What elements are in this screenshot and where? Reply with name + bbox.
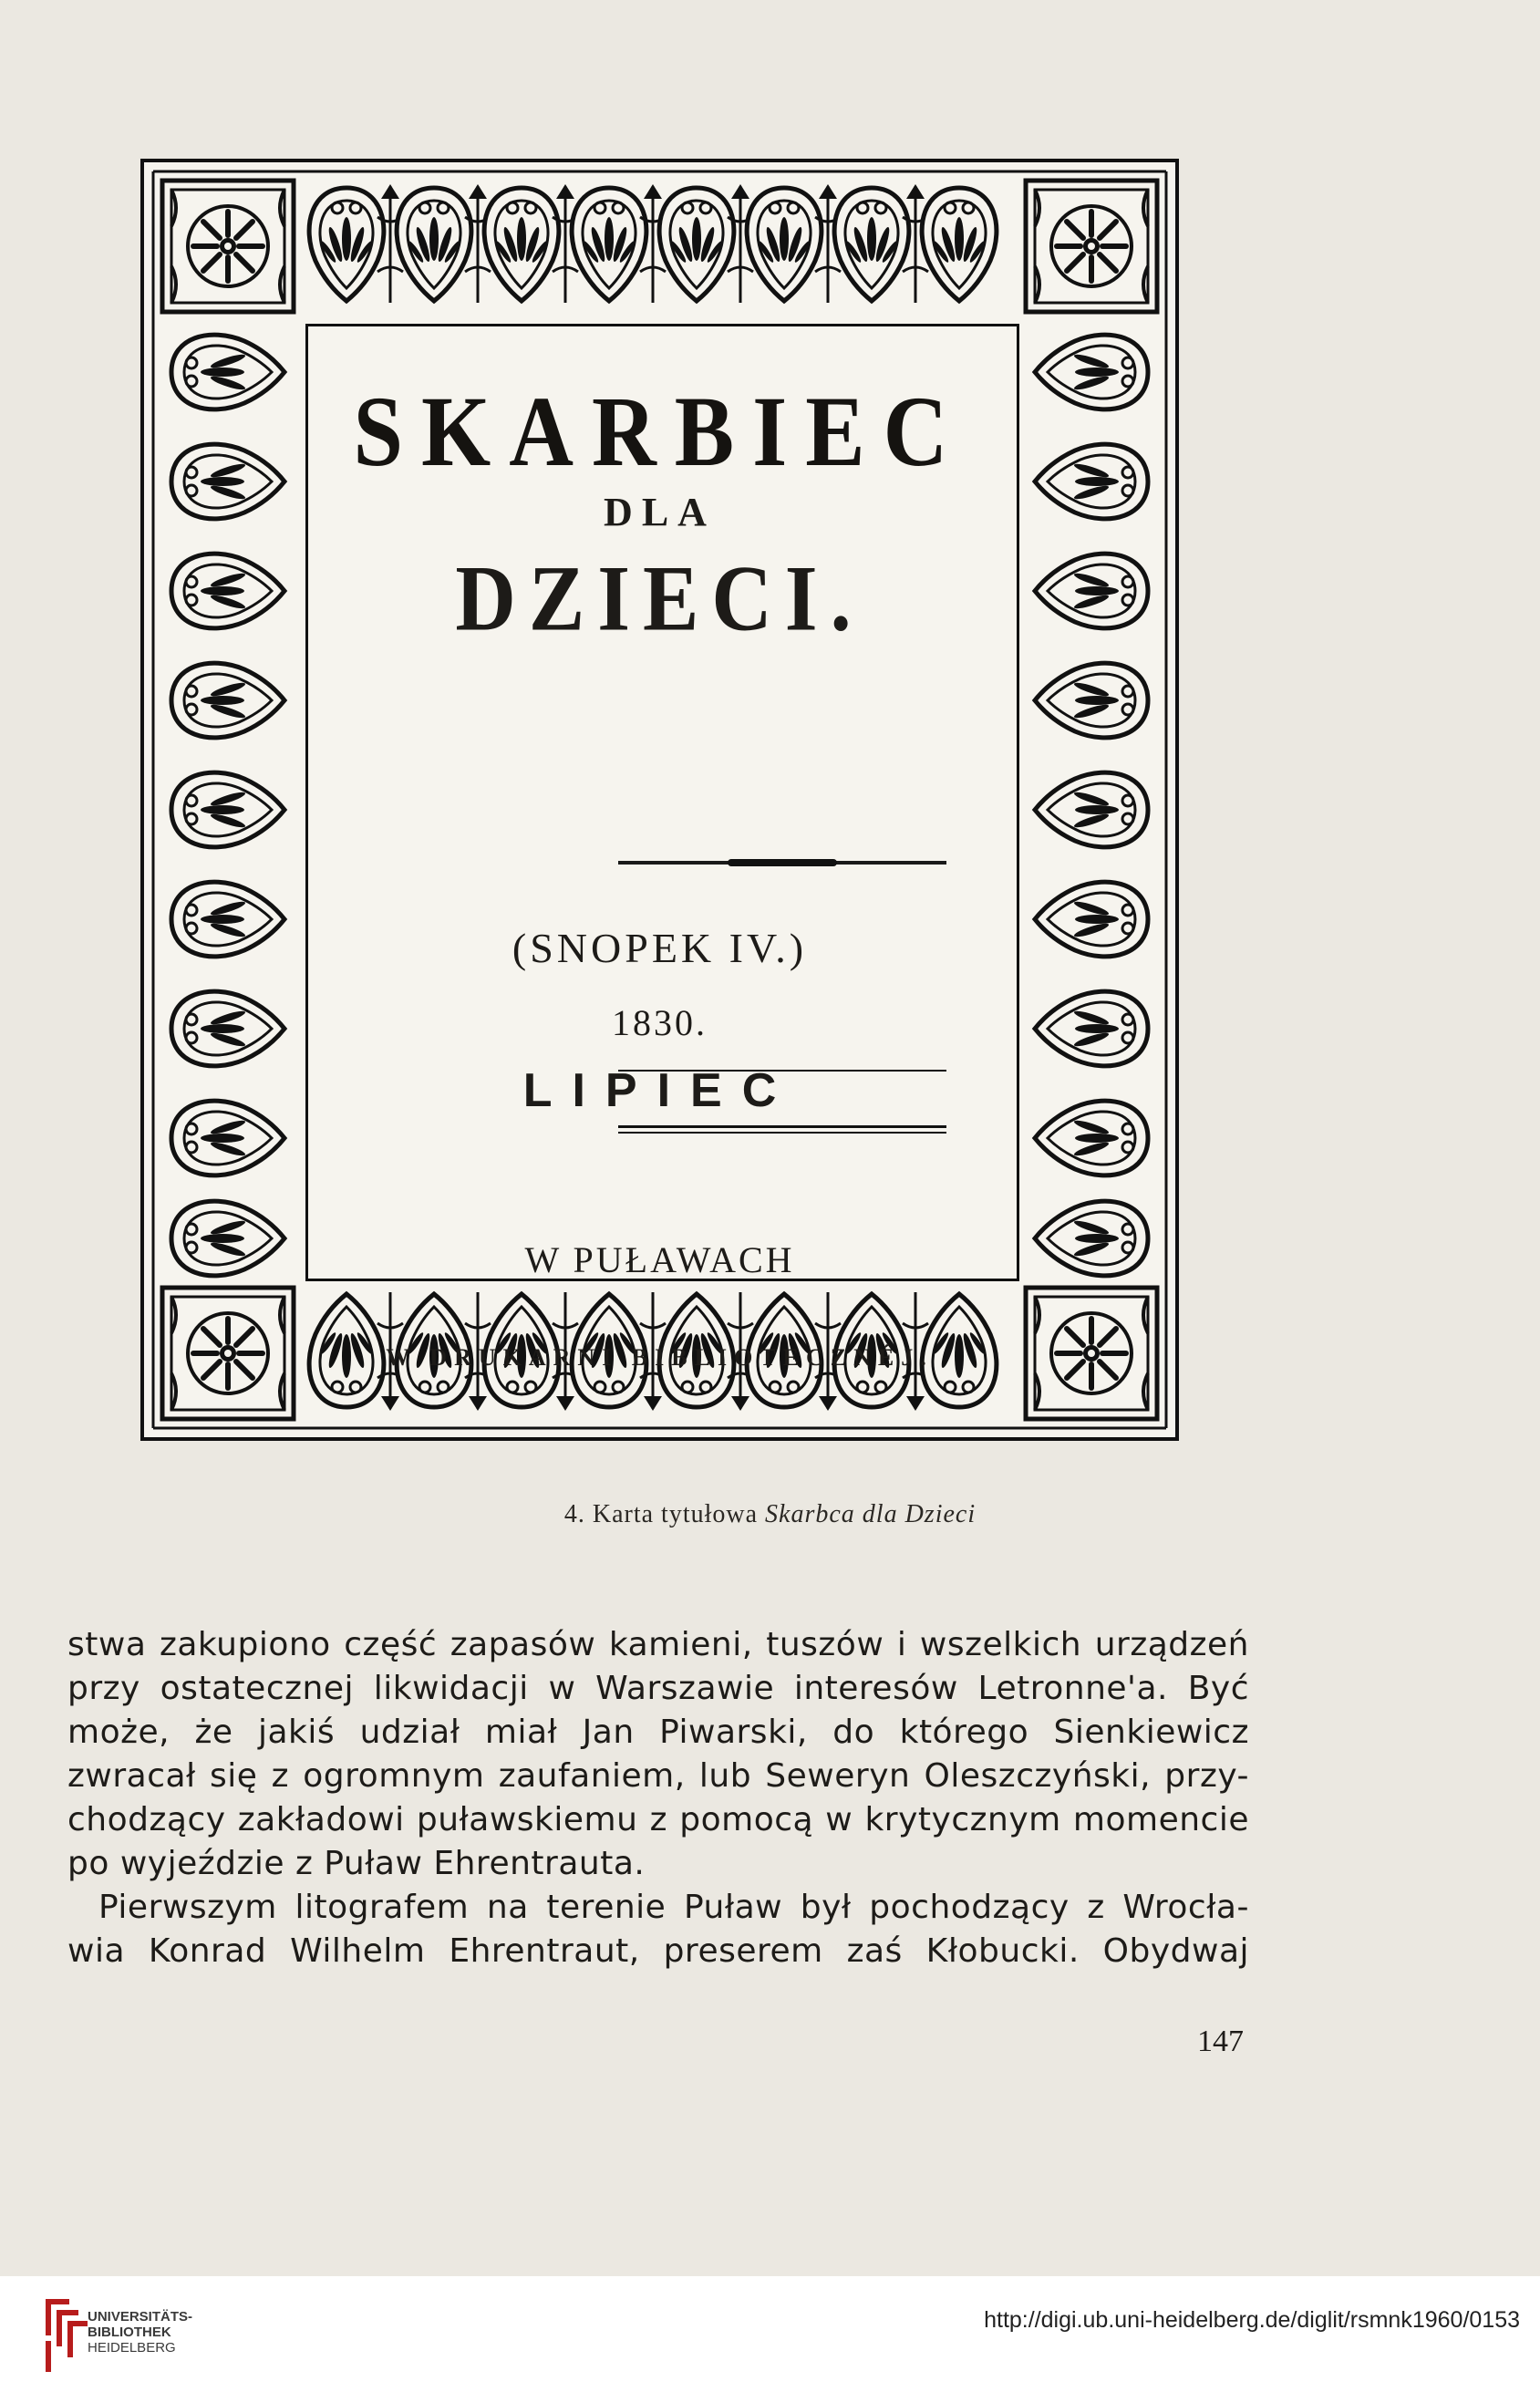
plate-title: SKARBIEC: [353, 377, 966, 488]
plate-year: 1830.: [612, 1002, 708, 1043]
plate-place: W PUŁAWACH: [524, 1239, 795, 1280]
caption-italic-title: Skarbca dla Dzieci: [765, 1500, 977, 1528]
plate-rule: [618, 861, 946, 865]
page-number: 147: [1197, 2024, 1244, 2058]
body-line: stwa zakupiono część zapasów kamieni, tuszów i wszelkich urządzeń: [67, 1626, 1249, 1663]
body-line: Pierwszym litografem na terenie Puław był pochodzący z Wrocła-: [98, 1889, 1249, 1926]
body-line: wia Konrad Wilhelm Ehrentraut, preserem zaś Kłobucki. Obydwaj: [67, 1932, 1249, 1970]
title-page-illustration: [140, 159, 1179, 1441]
footer-bar: [0, 2276, 1540, 2392]
figure-caption: [0, 1500, 1540, 1529]
plate-printer: W DRUKARNI BIBLIOTECZNÉJ.: [386, 1344, 934, 1371]
body-line: chodzący zakładowi puławskiemu z pomocą w krytycznym momencie: [67, 1801, 1249, 1838]
library-line-1: UNIVERSITÄTS-: [88, 2309, 193, 2325]
caption-prefix: 4. Karta tytułowa: [563, 1500, 766, 1528]
library-line-3: HEIDELBERG: [88, 2340, 176, 2356]
plate-title-dla: DLA: [604, 490, 716, 534]
body-line: zwracał się z ogromnym zaufaniem, lub Seweryn Oleszczyński, przy-: [67, 1757, 1249, 1795]
body-line: po wyjeździe z Puław Ehrentrauta.: [67, 1845, 646, 1882]
plate-snopek: (SNOPEK IV.): [512, 925, 808, 971]
plate-title-dzieci: DZIECI.: [455, 545, 864, 651]
body-line: może, że jakiś udział miał Jan Piwarski, do którego Sienkiewicz: [67, 1714, 1249, 1751]
body-line: przy ostatecznej likwidacji w Warszawie interesów Letronne'a. Być: [67, 1670, 1249, 1707]
library-line-2: BIBLIOTHEK: [88, 2325, 171, 2340]
library-logo-icon: [40, 2292, 93, 2378]
plate-month: LIPIEC: [522, 1064, 797, 1117]
source-url-link[interactable]: http://digi.ub.uni-heidelberg.de/diglit/rsmnk1960/0153: [984, 2307, 1520, 2333]
library-name: [88, 2309, 192, 2356]
body-text: [67, 1623, 1249, 1973]
